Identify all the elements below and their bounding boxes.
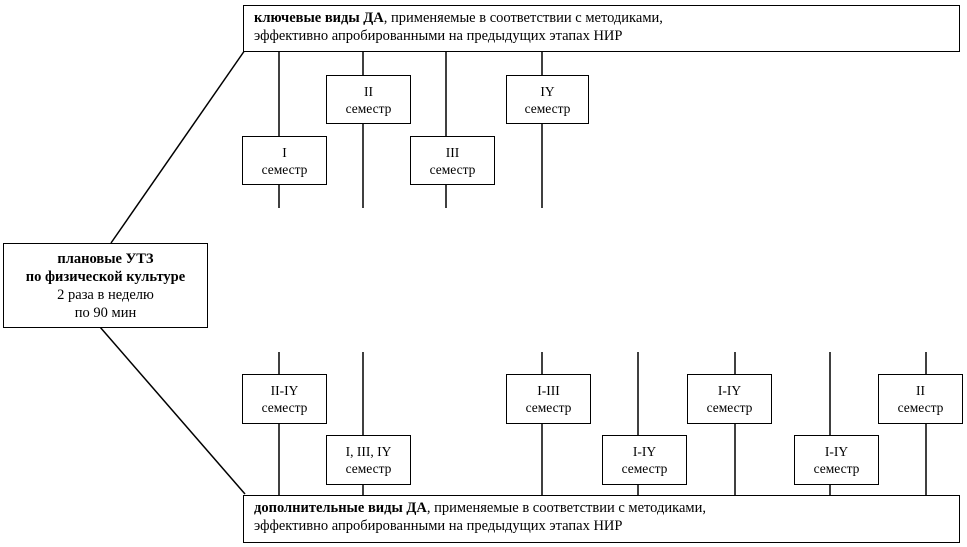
semester-word: семестр: [345, 461, 392, 476]
semester-word: семестр: [261, 400, 308, 415]
top-semester-box-1: [242, 136, 327, 185]
planned-sessions-duration: по 90 мин: [74, 304, 137, 321]
bottom-semester-box-4: [602, 435, 687, 485]
semester-label: I, III, IY: [345, 444, 392, 459]
key-activities-box: [243, 5, 960, 52]
semester-word: семестр: [621, 461, 668, 476]
semester-word: семестр: [813, 461, 860, 476]
key-activities-title: ключевые виды ДА: [254, 10, 384, 26]
top-semester-box-4: [506, 75, 589, 124]
additional-activities-box: [243, 495, 960, 543]
connector-main-to-bottom: [100, 327, 245, 494]
connector-main-to-top: [111, 50, 245, 243]
semester-label: I-IY: [717, 383, 742, 398]
bottom-semester-box-2: [326, 435, 411, 485]
semester-label: IY: [540, 83, 555, 99]
semester-label: II: [364, 83, 373, 99]
bottom-semester-box-6: [794, 435, 879, 485]
semester-label: II: [916, 383, 925, 398]
bottom-semester-box-1: [242, 374, 327, 424]
top-semester-box-3: [410, 136, 495, 185]
semester-label: I: [282, 144, 287, 160]
semester-word: семестр: [429, 161, 476, 177]
top-semester-box-2: [326, 75, 411, 124]
semester-word: семестр: [524, 100, 571, 116]
planned-sessions-subject: по физической культуре: [25, 268, 186, 285]
key-activities-line1: [254, 9, 949, 27]
additional-activities-title: дополнительные виды ДА: [254, 500, 427, 516]
semester-word: семестр: [261, 161, 308, 177]
additional-activities-text: , применяемые в соответствии с методиками,: [426, 500, 706, 516]
semester-label: II-IY: [270, 383, 299, 398]
semester-label: I-IY: [824, 444, 849, 459]
semester-label: III: [445, 144, 460, 160]
bottom-semester-box-5: [687, 374, 772, 424]
semester-word: семестр: [525, 400, 572, 415]
planned-sessions-title: плановые УТЗ: [57, 250, 154, 267]
semester-word: семестр: [345, 100, 392, 116]
semester-label: I-III: [537, 383, 560, 398]
semester-word: семестр: [706, 400, 753, 415]
semester-label: I-IY: [632, 444, 657, 459]
key-activities-line2: эффективно апробированными на предыдущих этапах НИР: [254, 28, 623, 44]
bottom-semester-box-3: [506, 374, 591, 424]
semester-word: семестр: [897, 400, 944, 415]
bottom-semester-box-7: [878, 374, 963, 424]
planned-sessions-frequency: 2 раза в неделю: [57, 286, 154, 303]
additional-activities-line2: эффективно апробированными на предыдущих этапах НИР: [254, 518, 623, 534]
key-activities-text: , применяемые в соответствии с методиками,: [383, 10, 663, 26]
additional-activities-line1: [254, 499, 949, 517]
planned-sessions-box: [3, 243, 208, 328]
